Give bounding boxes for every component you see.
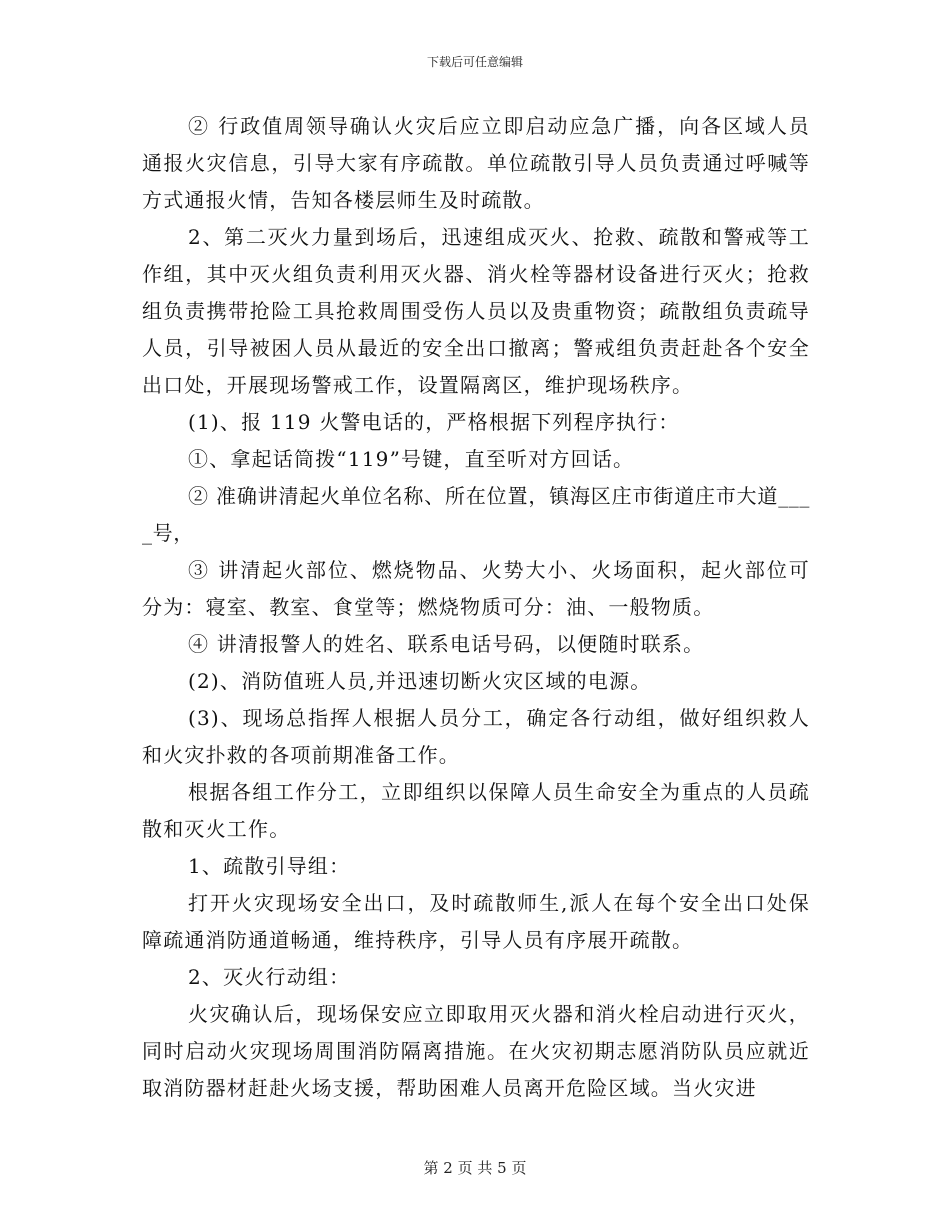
heading-firefighting-group: 2、灭火行动组： [188, 965, 351, 989]
paragraph-second-force: 2、第二灭火力量到场后，迅速组成灭火、抢救、疏散和警戒等工作组，其中灭火组负责利用灭火器、消火栓等器材设备进行灭火；抢救组负责携带抢险工具抢救周围受伤人员以及贵重物资；疏散组负责疏导人员，引导被困人员从最近的安全出口撤离；警戒组负责赶赴各个安全出口处，开展现场警戒工作，设置隔离区，维护现场秩序。 [142, 225, 810, 397]
heading-evacuation-group: 1、疏散引导组： [188, 854, 351, 878]
page-header: 下载后可任意编辑 [426, 55, 523, 69]
page-footer: 第 2 页 共 5 页 [423, 1159, 527, 1177]
paragraph-step-3: ③ 讲清起火部位、燃烧物品、火势大小、火场面积，起火部位可分为：寝室、教室、食堂等；燃烧物质可分：油、一般物质。 [142, 558, 810, 619]
paragraph-power-cut: (2)、消防值班人员,并迅速切断火灾区域的电源。 [188, 669, 652, 693]
paragraph-broadcast: ② 行政值周领导确认火灾后应立即启动应急广播，向各区域人员通报火灾信息，引导大家有序疏散。单位疏散引导人员负责通过呼喊等方式通报火情，告知各楼层师生及时疏散。 [142, 114, 810, 212]
paragraph-step-4: ④ 讲清报警人的姓名、联系电话号码，以便随时联系。 [188, 632, 705, 656]
paragraph-step-2: ② 准确讲清起火单位名称、所在位置，镇海区庄市街道庄市大道____号， [142, 484, 810, 545]
document-body [142, 108, 810, 1107]
paragraph-evacuation: 打开火灾现场安全出口，及时疏散师生,派人在每个安全出口处保障疏通消防通道畅通，维持秩序，引导人员有序展开疏散。 [142, 891, 810, 952]
paragraph-commander: (3)、现场总指挥人根据人员分工，确定各行动组，做好组织救人和火灾扑救的各项前期准备工作。 [142, 706, 810, 767]
paragraph-work-division: 根据各组工作分工，立即组织以保障人员生命安全为重点的人员疏散和灭火工作。 [142, 780, 810, 841]
paragraph-firefighting: 火灾确认后，现场保安应立即取用灭火器和消火栓启动进行灭火，同时启动火灾现场周围消防隔离措施。在火灾初期志愿消防队员应就近取消防器材赶赴火场支援，帮助困难人员离开危险区域。当火灾进 [142, 1002, 810, 1100]
paragraph-step-1: ①、拿起话筒拨“119”号键，直至听对方回话。 [188, 447, 635, 471]
paragraph-call-119: (1)、报 119 火警电话的，严格根据下列程序执行： [188, 410, 680, 434]
